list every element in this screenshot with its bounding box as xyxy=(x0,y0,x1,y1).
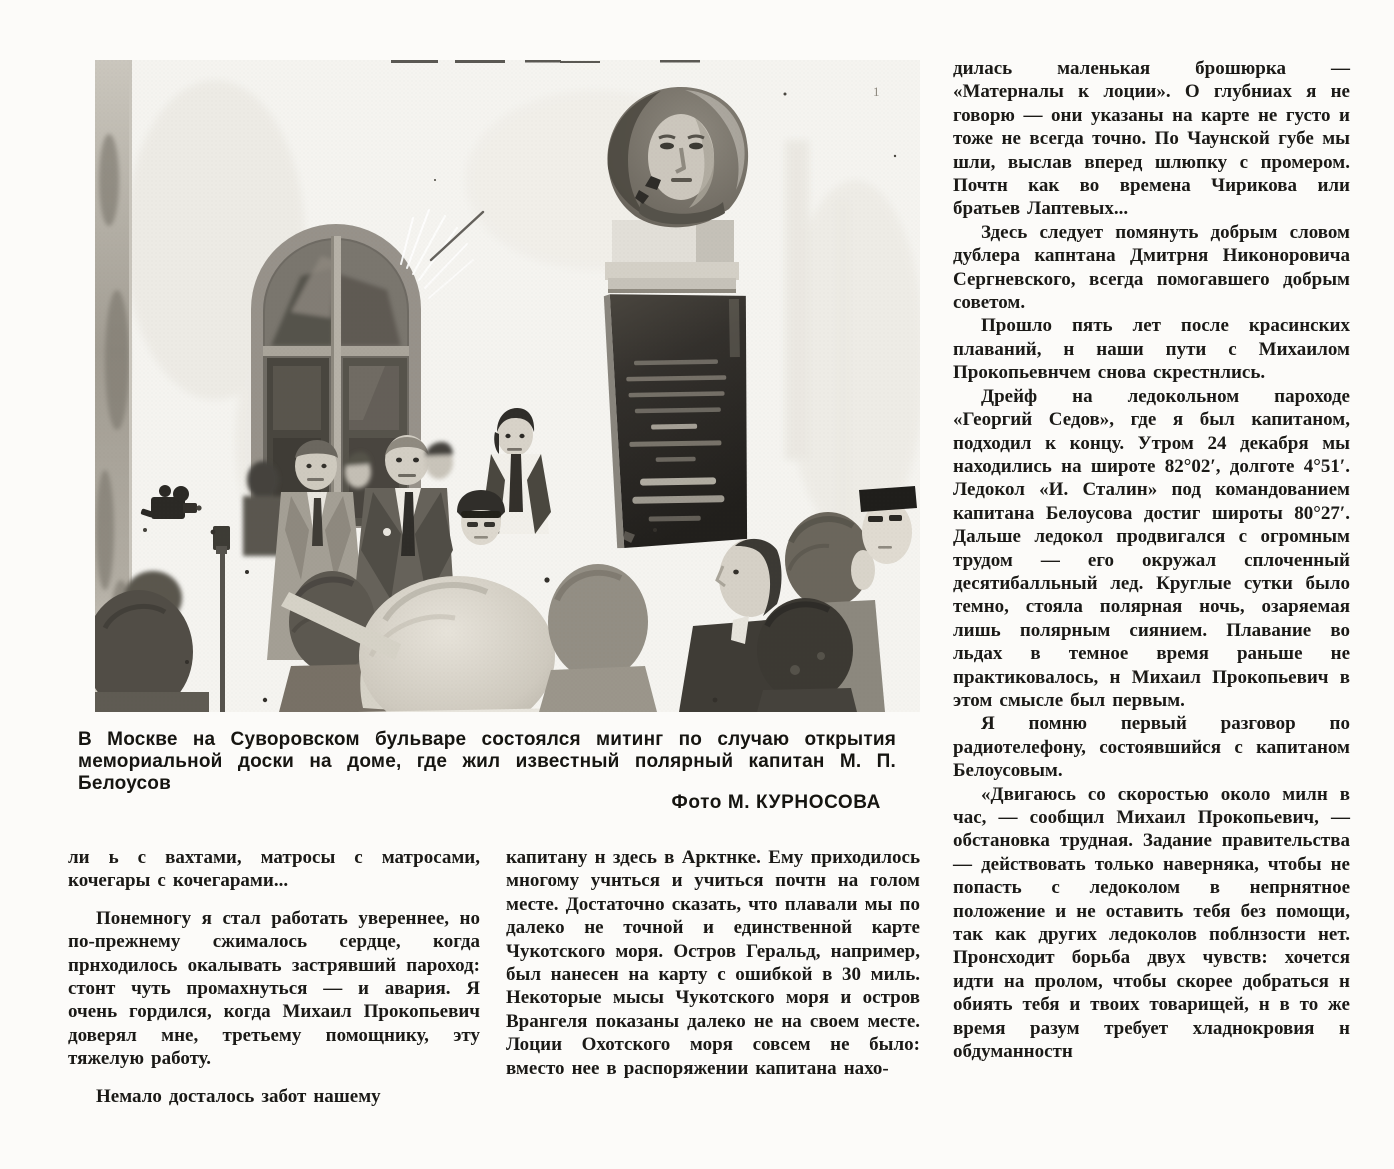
paragraph: «Двигаюсь со скоростью около милн в час, — сообщил Михаил Прокопьевич, — обстановка трудная. Задание правительства — действовать только наверняка, чтобы не попасть с ледоколом в непрнятное положение и не оставить тебя без помощи, так как других ледоколов поблнзости нет. Пронсходит борьба двух чувств: хочется идти на пролом, чтобы скорее добраться н обиять тебя и твоих товарищей, н в то же время разум требует хладнокровия н обдуманностн xyxy=(953,783,1350,1063)
column-right xyxy=(953,57,1350,1063)
photo xyxy=(95,60,920,712)
photo-credit: Фото М. КУРНОСОВА xyxy=(671,792,881,813)
paragraph: дилась маленькая брошюрка — «Матерналы к лоции». О глубниах я не говорю — они указаны на карте не густо и тоже не всегда точно. По Чаунской губе мы шли, выслав вперед шлюпку с промером. Почтн как во времена Чирикова или братьев Лаптевых... xyxy=(953,58,1350,220)
memorial-photo xyxy=(95,60,920,712)
column-left xyxy=(68,846,480,1108)
paragraph: Немало досталось забот нашему xyxy=(96,1085,381,1107)
paragraph: Прошло пять лет после красинских плаваний, н наши пути с Михаилом Прокопьевнчем снова скрестнлись. xyxy=(953,315,1350,384)
paragraph: Я помню первый разговор по радиотелефону, состоявшийся с капитаном Белоусовым. xyxy=(953,713,1350,782)
column-middle xyxy=(506,846,920,1080)
grain-overlay xyxy=(95,60,920,712)
photo-caption: В Москве на Суворовском бульваре состоялся митинг по случаю открытия мемориальной доски на доме, где жил известный полярный капитан М. П. Белоусов xyxy=(78,729,896,794)
paragraph: капитану н здесь в Арктнке. Ему приходилось многому учнться и учиться почтн на голом месте. Достаточно сказать, что плавали мы по далеко не точной и единственной карте Чукотского моря. Остров Геральд, например, был нанесен на карту с ошибкой в 30 миль. Некоторые мысы Чукотского моря и остров Врангеля показаны далеко не на своем месте. Лоции Охотского моря совсем не было: вместо нее в распоряжении капитана нахо- xyxy=(506,847,920,1079)
paragraph: ли ь с вахтами, матросы с матросами, кочегары с кочегарами... xyxy=(68,847,480,892)
paragraph: Понемногу я стал работать увереннее, но по-прежнему сжималось сердце, когда прнходилось окалывать застрявший пароход: стонт чуть промахнуться — и авария. Я очень гордился, когда Михаил Прокопьевич доверял мне, третьему помощнику, эту тяжелую работу. xyxy=(68,907,480,1070)
paragraph: Здесь следует помянуть добрым словом дублера капнтана Дмитрня Никоноровича Сергневского, всегда помогавшего добрым советом. xyxy=(953,221,1350,314)
paragraph: Дрейф на ледокольном пароходе «Георгий Седов», где я был капитаном, подходил к концу. Утром 24 декабря мы находились на широте 82°02′, долготе 4°51′. Ледокол «И. Сталин» под командованием капитана Белоусова достиг широты 80°27′. Дальше ледокол продвигался с огромным трудом — его окружал сплоченный десятибалльный лед. Круглые сутки было темно, стояла полярная ночь, озаряемая лишь полярным сиянием. Плавание во льдах в темное время раньше не практиковалось, н Михаил Прокопьевич в этом смысле был первым. xyxy=(953,385,1350,711)
